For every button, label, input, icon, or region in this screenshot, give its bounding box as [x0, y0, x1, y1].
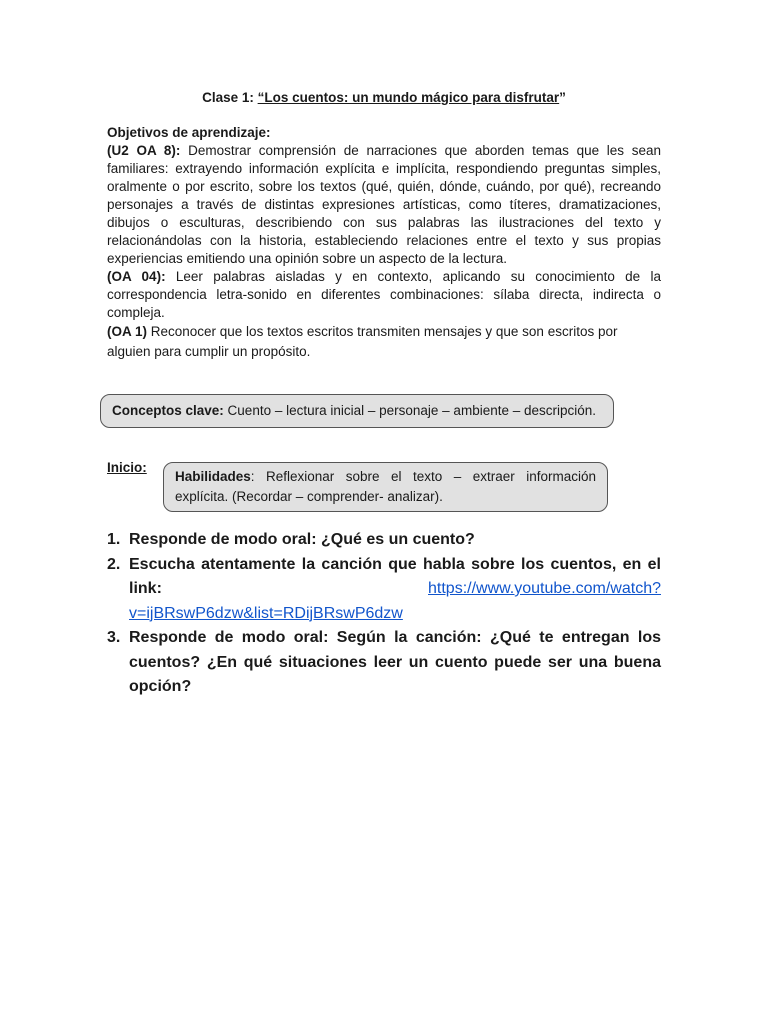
- title-prefix: Clase 1:: [202, 90, 258, 105]
- item-text: Responde de modo oral: Según la canción: ¿Qué te entregan los cuentos? ¿En qué situaciones leer un cuento puede ser una buena opción?: [129, 629, 661, 695]
- list-item: [107, 626, 661, 700]
- activities-list: [107, 528, 661, 700]
- objective-oa04: [107, 268, 661, 322]
- objective-code: (OA 04):: [107, 269, 166, 284]
- title-suffix: ”: [559, 90, 566, 105]
- item-text: Responde de modo oral: ¿Qué es un cuento?: [129, 531, 475, 548]
- title-underlined: “Los cuentos: un mundo mágico para disfrutar: [257, 90, 560, 105]
- list-item: [107, 553, 661, 627]
- list-item: [107, 528, 661, 553]
- key-concepts-label: Conceptos clave:: [112, 403, 224, 418]
- skills-label: Habilidades: [175, 469, 251, 484]
- item-text: Escucha atentamente la canción que habla sobre los cuentos, en el link:: [129, 555, 661, 597]
- objective-u2-oa8: [107, 142, 661, 268]
- key-concepts-box: [100, 394, 614, 428]
- inicio-label: Inicio:: [107, 460, 147, 475]
- key-concepts-text: Cuento – lectura inicial – personaje – ambiente – descripción.: [223, 403, 597, 418]
- objective-text: Demostrar comprensión de narraciones que aborden temas que les sean familiares: extrayendo información explícita e implícita, respondiendo preguntas simples, oralmente o por escrito, sobre los textos (qué, quién, dónde, cuándo, por qué), recreando personajes a través de distintas expresiones artísticas, como títeres, dramatizaciones, dibujos o esculturas, describiendo con sus palabras las ilustraciones del texto y relacionándolas con la historia, estableciendo relaciones entre el texto y sus propias experiencias emitiendo una opinión sobre un aspecto de la lectura.: [107, 143, 662, 266]
- document-page: [107, 90, 662, 695]
- youtube-link[interactable]: https://www.youtube.com/watch?: [428, 580, 661, 597]
- item-link-line: [129, 553, 661, 602]
- item-number: 3.: [107, 629, 121, 646]
- objective-text: Leer palabras aisladas y en contexto, aplicando su conocimiento de la correspondencia letra-sonido en diferentes combinaciones: sílaba directa, indirecta o compleja.: [107, 269, 661, 320]
- item-number: 1.: [107, 531, 121, 548]
- skills-text: : Reflexionar sobre el texto – extraer información explícita. (Recordar – comprender- analizar).: [175, 469, 596, 504]
- objective-text: Reconocer que los textos escritos transmiten mensajes y que son escritos por alguien para cumplir un propósito.: [107, 324, 618, 359]
- page-title: [107, 90, 661, 105]
- skills-box: [163, 462, 608, 512]
- objective-oa1: [107, 322, 661, 362]
- objective-code: (U2 OA 8):: [107, 143, 181, 158]
- objectives-heading: Objetivos de aprendizaje:: [107, 125, 271, 140]
- objective-code: (OA 1): [107, 324, 147, 339]
- item-number: 2.: [107, 555, 121, 573]
- youtube-link-continued[interactable]: v=ijBRswP6dzw&list=RDijBRswP6dzw: [129, 604, 403, 622]
